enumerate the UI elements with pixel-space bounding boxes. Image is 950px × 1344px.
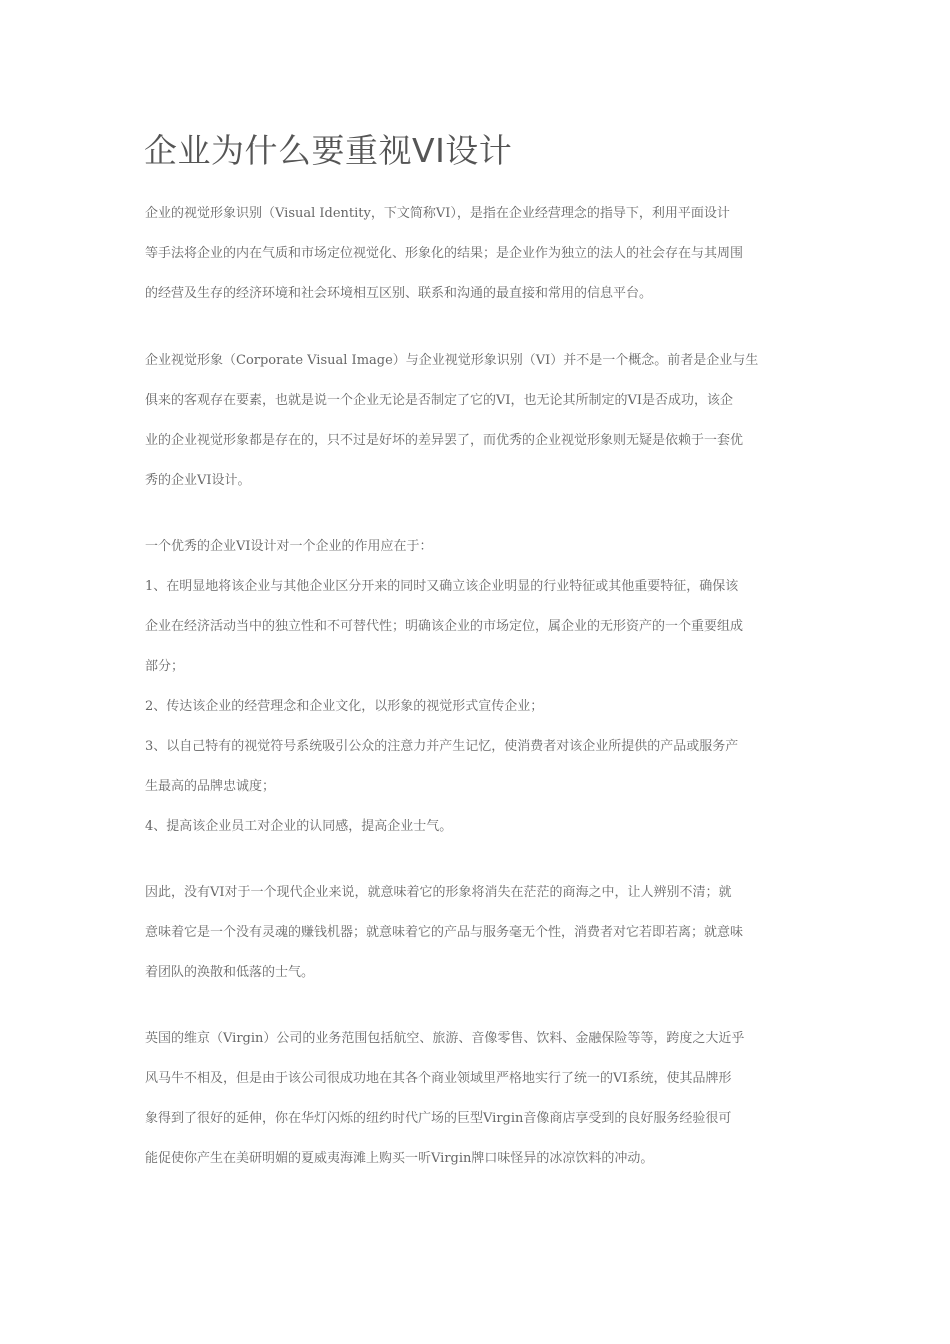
list-item-3: 3、以自己特有的视觉符号系统吸引公众的注意力并产生记忆，使消费者对该企业所提供的产品或服务产 <box>145 739 739 754</box>
list-item-4: 4、提高该企业员工对企业的认同感，提高企业士气。 <box>145 819 453 834</box>
list-item-3-cont: 生最高的品牌忠诚度； <box>145 779 276 794</box>
paragraph-vi-roles <box>145 527 807 847</box>
paragraph-virgin-example <box>145 1019 807 1179</box>
paragraph-visual-image <box>145 341 807 501</box>
paragraph-line: 业的企业视觉形象都是存在的，只不过是好坏的差异罢了，而优秀的企业视觉形象则无疑是依赖于一套优 <box>145 433 744 448</box>
paragraph-line: 秀的企业VI设计。 <box>145 473 251 488</box>
paragraph-line: 意味着它是一个没有灵魂的赚钱机器；就意味着它的产品与服务毫无个性，消费者对它若即若离；就意味 <box>145 925 744 940</box>
list-item-1-cont: 企业在经济活动当中的独立性和不可替代性；明确该企业的市场定位，属企业的无形资产的一个重要组成 <box>145 619 744 634</box>
paragraph-line: 能促使你产生在美研明媚的夏威夷海滩上购买一听Virgin牌口味怪异的冰凉饮料的冲动。 <box>145 1151 654 1166</box>
paragraph-line: 着团队的涣散和低落的士气。 <box>145 965 315 980</box>
paragraph-line: 象得到了很好的延伸，你在华灯闪烁的纽约时代广场的巨型Virgin音像商店享受到的良好服务经验很可 <box>145 1111 732 1126</box>
paragraph-line: 因此，没有VI对于一个现代企业来说，就意味着它的形象将消失在茫茫的商海之中，让人辨别不清；就 <box>145 885 732 900</box>
paragraph-line: 等手法将企业的内在气质和市场定位视觉化、形象化的结果；是企业作为独立的法人的社会存在与其周围 <box>145 246 744 261</box>
paragraph-line: 企业的视觉形象识别（Visual Identity，下文简称VI），是指在企业经营理念的指导下，利用平面设计 <box>145 206 730 221</box>
paragraph-line: 的经营及生存的经济环境和社会环境相互区别、联系和沟通的最直接和常用的信息平台。 <box>145 286 653 301</box>
paragraph-line: 风马牛不相及，但是由于该公司很成功地在其各个商业领域里严格地实行了统一的VI系统，使其品牌形 <box>145 1071 732 1086</box>
paragraph-line: 俱来的客观存在要素，也就是说一个企业无论是否制定了它的VI，也无论其所制定的VI是否成功，该企 <box>145 393 734 408</box>
paragraph-conclusion <box>145 873 807 993</box>
paragraph-line: 企业视觉形象（Corporate Visual Image）与企业视觉形象识别（VI）并不是一个概念。前者是企业与生 <box>145 353 759 368</box>
paragraph-line: 英国的维京（Virgin）公司的业务范围包括航空、旅游、音像零售、饮料、金融保险等等，跨度之大近乎 <box>145 1031 745 1046</box>
list-item-1: 1、在明显地将该企业与其他企业区分开来的同时又确立该企业明显的行业特征或其他重要特征，确保该 <box>145 579 739 594</box>
list-item-1-cont: 部分； <box>145 659 185 674</box>
paragraph-vi-definition <box>145 194 807 314</box>
list-item-2: 2、传达该企业的经营理念和企业文化，以形象的视觉形式宣传企业； <box>145 699 544 714</box>
page-title: 企业为什么要重视VI设计 <box>144 131 513 170</box>
paragraph-line: 一个优秀的企业VI设计对一个企业的作用应在于： <box>145 539 433 554</box>
